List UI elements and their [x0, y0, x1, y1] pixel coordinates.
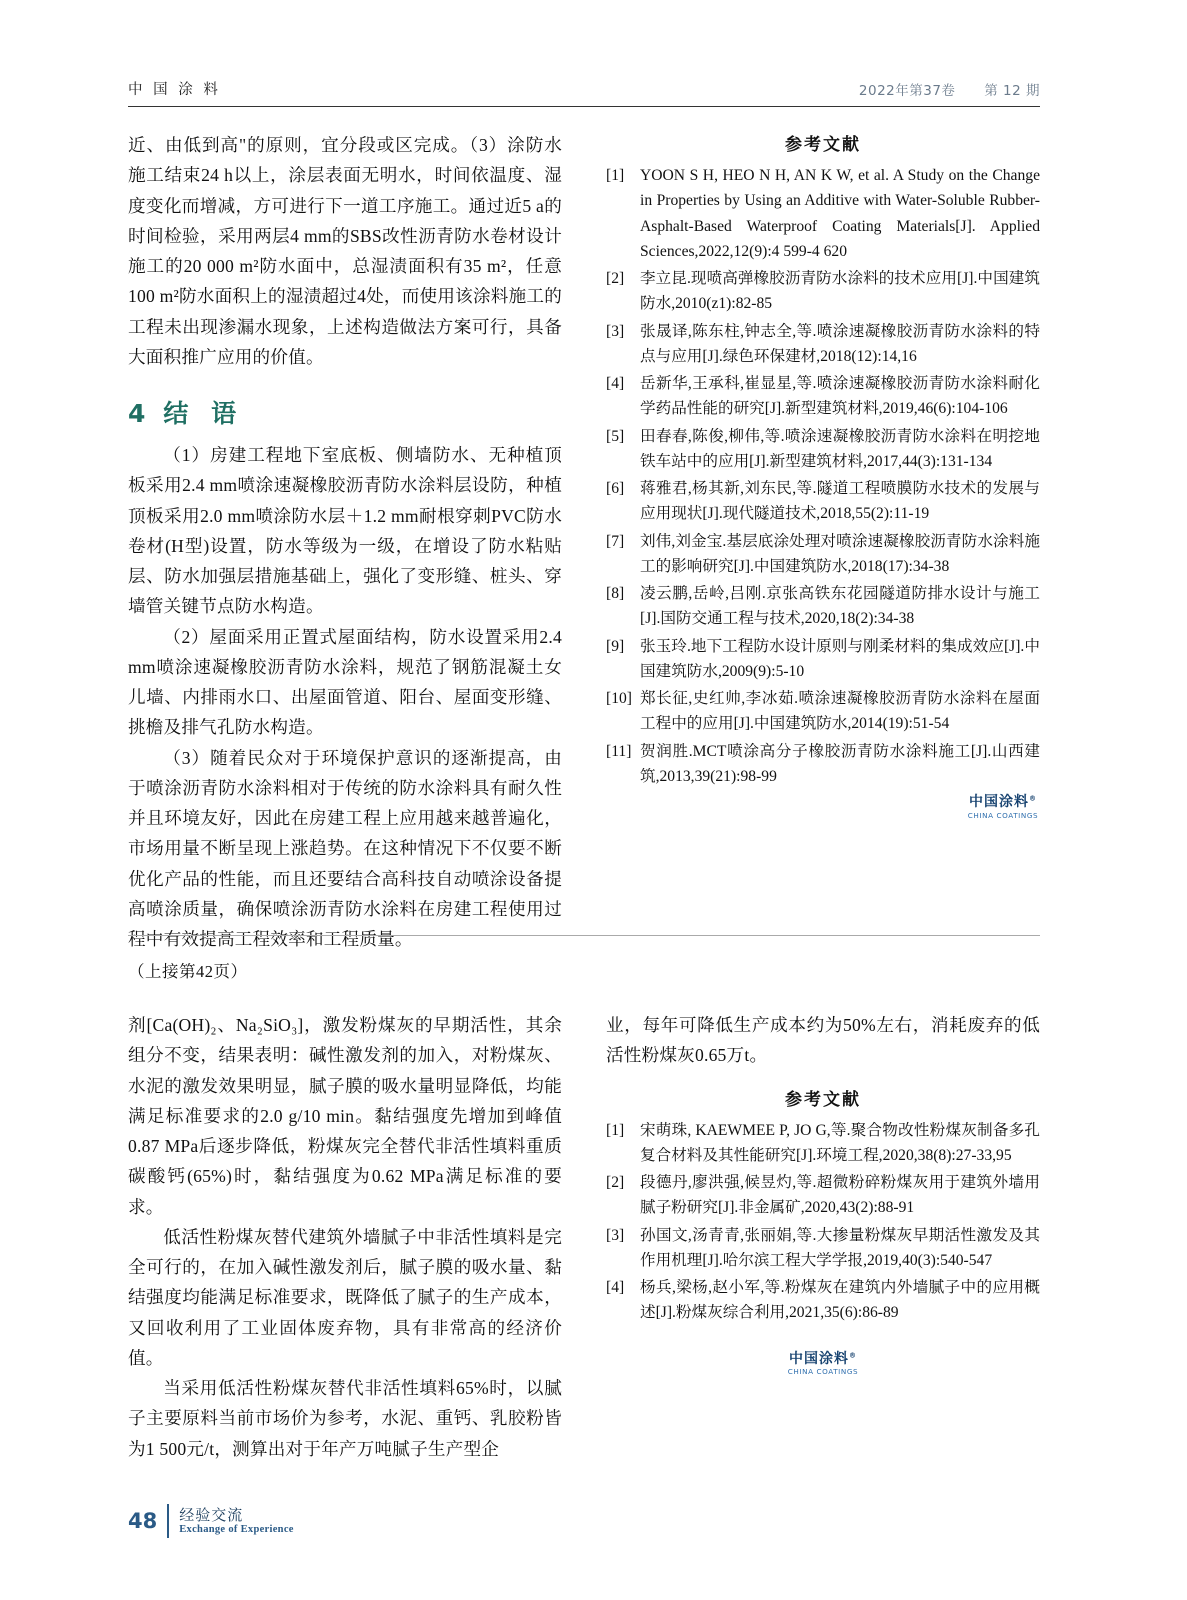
reference-item — [606, 686, 1040, 737]
reference-number: [5] — [606, 427, 625, 445]
reference-number: [6] — [606, 480, 625, 497]
reference-number: [3] — [606, 1226, 625, 1244]
issue-info — [859, 79, 1040, 99]
page-header — [128, 78, 1040, 107]
reference-number: [11] — [606, 742, 632, 760]
continued-paragraph: 剂[Ca(OH)₂、Na₂SiO₃]，激发粉煤灰的早期活性，其余组分不变，结果表明：碱性激发剂的加入，对粉煤灰、水泥的激发效果明显，腻子膜的吸水量明显降低，均能满足标准要求的2.0 g/10 min。黏结强度先增加到峰值0.87 MPa后逐步降低，粉煤灰完全替代非活性填料重质碳酸钙(65%)时，黏结强度为0.62 MPa满足标准的要求。 — [128, 1015, 562, 1217]
reference-number: [9] — [606, 637, 625, 655]
page-number: 48 — [128, 1509, 158, 1533]
references-list — [606, 163, 1040, 789]
china-coatings-logo — [786, 1352, 860, 1376]
references-heading: 参考文献 — [785, 1089, 861, 1110]
logo-trademark: ® — [849, 1350, 857, 1359]
section-title: 结 语 — [163, 399, 244, 428]
body-paragraph-3: 当采用低活性粉煤灰替代非活性填料65%时，以腻子主要原料当前市场价为参考，水泥、重钙、乳胶粉皆为1 500元/t，测算出对于年产万吨腻子生产型企 — [128, 1378, 562, 1459]
reference-text: 张玉玲.地下工程防水设计原则与刚柔材料的集成效应[J].中国建筑防水,2009(9):5-10 — [640, 637, 1040, 680]
logo-trademark: ® — [1029, 794, 1037, 803]
reference-number: [7] — [606, 532, 625, 550]
reference-item — [606, 424, 1040, 475]
logo-cn-text: 中国涂料 — [789, 1350, 849, 1367]
article-1-right-column — [606, 130, 1040, 954]
article-2-right-column — [606, 1010, 1040, 1464]
reference-item — [606, 371, 1040, 422]
logo-en-text: CHINA COATINGS — [787, 1367, 859, 1377]
continued-from-note: （上接第42页） — [128, 962, 248, 981]
footer-section-cn: 经验交流 — [179, 1505, 244, 1524]
reference-number: [10] — [606, 690, 632, 707]
volume-label: 2022年第37卷 — [858, 83, 956, 99]
article-1-columns — [128, 130, 1040, 954]
reference-item — [606, 266, 1040, 317]
reference-number: [2] — [606, 1174, 625, 1191]
conclusion-paragraph-3: （3）随着民众对于环境保护意识的逐渐提高，由于喷涂沥青防水涂料相对于传统的防水涂料具有耐久性并且环境友好，因此在房建工程上应用越来越普遍化，市场用量不断呈现上涨趋势。在这种情况下不仅要不断优化产品的性能，而且还要结合高科技自动喷涂设备提高喷涂质量，确保喷涂沥青防水涂料在房建工程使用过程中有效提高工程效率和工程质量。 — [128, 747, 562, 949]
article-divider — [128, 935, 1040, 936]
article-1-left-column — [128, 130, 562, 954]
conclusion-paragraph-2: （2）屋面采用正置式屋面结构，防水设置采用2.4 mm喷涂速凝橡胶沥青防水涂料，规范了钢筋混凝土女儿墙、内排雨水口、出屋面管道、阳台、屋面变形缝、挑檐及排气孔防水构造。 — [128, 626, 562, 738]
reference-item — [606, 739, 1040, 790]
reference-item — [606, 1170, 1040, 1221]
reference-text: 蒋雅君,杨其新,刘东民,等.隧道工程喷膜防水技术的发展与应用现状[J].现代隧道技术,2018,55(2):11-19 — [640, 480, 1040, 523]
references-heading: 参考文献 — [785, 135, 861, 155]
article-2-left-column — [128, 1010, 562, 1464]
logo-en-text: CHINA COATINGS — [967, 810, 1039, 820]
reference-item — [606, 163, 1040, 264]
footer-section — [179, 1507, 294, 1535]
reference-text: 岳新华,王承科,崔显星,等.喷涂速凝橡胶沥青防水涂料耐化学药品性能的研究[J].新型建筑材料,2019,46(6):104-106 — [640, 375, 1040, 418]
reference-number: [8] — [606, 585, 625, 602]
reference-item — [606, 634, 1040, 685]
continued-from-note-wrap — [128, 958, 248, 982]
reference-number: [2] — [606, 270, 625, 287]
page-footer — [128, 1504, 294, 1538]
reference-text: 郑长征,史红帅,李冰茹.喷涂速凝橡胶沥青防水涂料在屋面工程中的应用[J].中国建筑防水,2014(19):51-54 — [640, 690, 1040, 733]
reference-text: YOON S H, HEO N H, AN K W, et al. A Study on the Change in Properties by Using an Additive with Water-Soluble Rubber-Asphalt-Based Waterproof Coating Materials[J]. Applied Sciences,2022,12(9):4 599-4 620 — [640, 167, 1040, 260]
reference-item — [606, 319, 1040, 370]
reference-number: [1] — [606, 1121, 625, 1139]
section-number: 4 — [128, 399, 146, 428]
reference-text: 李立昆.现喷高弹橡胶沥青防水涂料的技术应用[J].中国建筑防水,2010(z1):82-85 — [640, 270, 1040, 313]
reference-text: 张晟译,陈东柱,钟志全,等.喷涂速凝橡胶沥青防水涂料的特点与应用[J].绿色环保建材,2018(12):14,16 — [640, 322, 1040, 365]
reference-item — [606, 581, 1040, 632]
reference-number: [4] — [606, 375, 625, 392]
reference-text: 宋萌珠, KAEWMEE P, JO G,等.聚合物改性粉煤灰制备多孔复合材料及其性能研究[J].环境工程,2020,38(8):27-33,95 — [640, 1121, 1040, 1164]
china-coatings-logo — [966, 795, 1040, 819]
reference-number: [4] — [606, 1279, 625, 1296]
body-paragraph-2: 低活性粉煤灰替代建筑外墙腻子中非活性填料是完全可行的，在加入碱性激发剂后，腻子膜的吸水量、黏结强度均能满足标准要求，既降低了腻子的生产成本，又回收利用了工业固体废弃物，具有非常高的经济价值。 — [128, 1226, 562, 1368]
reference-number: [1] — [606, 167, 625, 184]
section-heading-conclusion — [128, 394, 562, 430]
reference-text: 田春春,陈俊,柳伟,等.喷涂速凝橡胶沥青防水涂料在明挖地铁车站中的应用[J].新型建筑材料,2017,44(3):131-134 — [640, 427, 1040, 470]
reference-item — [606, 1118, 1040, 1169]
logo-cn-text: 中国涂料 — [969, 794, 1029, 810]
reference-text: 杨兵,梁杨,赵小军,等.粉煤灰在建筑内外墙腻子中的应用概述[J].粉煤灰综合利用,2021,35(6):86-89 — [640, 1279, 1040, 1322]
reference-text: 凌云鹏,岳岭,吕刚.京张高铁东花园隧道防排水设计与施工[J].国防交通工程与技术,2020,18(2):34-38 — [640, 585, 1040, 628]
journal-name: 中 国 涂 料 — [128, 82, 221, 98]
reference-text: 贺润胜.MCT喷涂高分子橡胶沥青防水涂料施工[J].山西建筑,2013,39(21):98-99 — [640, 742, 1040, 785]
reference-item — [606, 529, 1040, 580]
continued-paragraph: 近、由低到高"的原则，宜分段或区完成。（3）涂防水施工结束24 h以上，涂层表面无明水，时间依温度、湿度变化而增减，方可进行下一道工序施工。通过近5 a的时间检验，采用两层4 mm的SBS改性沥青防水卷材设计施工的20 000 m²防水面中，总湿渍面积有35 m²，任意100 m²防水面积上的湿渍超过4处，而使用该涂料施工的工程未出现渗漏水现象，上述构造做法方案可行，具备大面积推广应用的价值。 — [128, 135, 562, 367]
continued-paragraph: 业，每年可降低生产成本约为50%左右，消耗废弃的低活性粉煤灰0.65万t。 — [606, 1015, 1040, 1066]
references-list — [606, 1118, 1040, 1326]
reference-number: [3] — [606, 322, 625, 340]
reference-item — [606, 476, 1040, 527]
conclusion-paragraph-1: （1）房建工程地下室底板、侧墙防水、无种植顶板采用2.4 mm喷涂速凝橡胶沥青防水涂料层设防，种植顶板采用2.0 mm喷涂防水层＋1.2 mm耐根穿刺PVC防水卷材(H型)设置，防水等级为一级，在增设了防水粘贴层、防水加强层措施基础上，强化了变形缝、桩头、穿墙管关键节点防水构造。 — [128, 445, 562, 617]
issue-label: 第 12 期 — [984, 83, 1040, 99]
footer-divider — [167, 1504, 169, 1538]
reference-text: 刘伟,刘金宝.基层底涂处理对喷涂速凝橡胶沥青防水涂料施工的影响研究[J].中国建筑防水,2018(17):34-38 — [640, 532, 1040, 575]
footer-section-en: Exchange of Experience — [179, 1524, 294, 1536]
article-2-columns — [128, 1010, 1040, 1464]
reference-item — [606, 1275, 1040, 1326]
reference-text: 段德丹,廖洪强,候昱灼,等.超微粉碎粉煤灰用于建筑外墙用腻子粉研究[J].非金属矿,2020,43(2):88-91 — [640, 1174, 1040, 1217]
reference-item — [606, 1223, 1040, 1274]
reference-text: 孙国文,汤青青,张丽娟,等.大掺量粉煤灰早期活性激发及其作用机理[J].哈尔滨工程大学学报,2019,40(3):540-547 — [640, 1226, 1040, 1269]
